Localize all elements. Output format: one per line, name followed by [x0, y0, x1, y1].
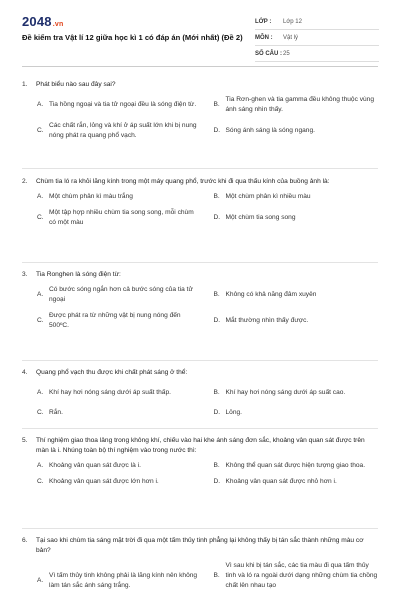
question-text: Thí nghiệm giao thoa lâng trong không khí, chiếu vào hai khe ánh sáng đơn sắc, khoảng vân quan sát được trên màn là i. Nhúng toàn bộ thí nghiệm vào trong nước thì:: [36, 437, 365, 454]
option-text: Các chất rắn, lỏng và khí ở áp suất lớn khi bị nung nóng phát ra quang phổ vạch.: [49, 122, 197, 139]
option-c[interactable]: [37, 408, 202, 418]
option-d[interactable]: [214, 121, 379, 141]
option-text: Được phát ra từ những vật bị nung nóng đến 500ºC.: [49, 312, 181, 329]
question-1: [22, 80, 378, 141]
option-letter: B.: [213, 101, 220, 108]
option-b[interactable]: [214, 461, 379, 471]
option-text: Khoảng vân quan sát được là i.: [49, 462, 141, 469]
meta-panel: [255, 14, 379, 62]
option-text: Một chùm tia song song: [225, 214, 296, 221]
option-text: Rắn.: [49, 409, 63, 416]
option-letter: A.: [37, 193, 44, 200]
question-number: 6.: [22, 537, 28, 544]
option-text: Khoảng vân quan sát được lớn hơn i.: [49, 478, 159, 485]
question-2: [22, 177, 378, 228]
option-letter: B.: [213, 389, 220, 396]
option-c[interactable]: [37, 208, 202, 228]
option-d[interactable]: [214, 408, 379, 418]
option-letter: B.: [213, 572, 220, 579]
option-a[interactable]: [37, 571, 202, 591]
option-b[interactable]: [214, 192, 379, 202]
meta-value: 25: [283, 50, 290, 57]
option-letter: C.: [37, 317, 44, 324]
option-letter: D.: [213, 127, 221, 134]
option-a[interactable]: [37, 95, 202, 115]
option-a[interactable]: [37, 388, 202, 398]
option-text: Vì sau khi bị tán sắc, các tia màu đi qua tấm thủy tinh và ló ra ngoài dưới dạng những chùm tia chồng chất lên nhau tạo: [225, 562, 378, 589]
option-a[interactable]: [37, 192, 202, 202]
option-letter: B.: [213, 193, 220, 200]
option-b[interactable]: [214, 285, 379, 305]
option-text: Khoảng vân quan sát được nhỏ hơn i.: [225, 478, 337, 485]
option-text: Sóng ánh sáng là sóng ngang.: [225, 127, 315, 134]
option-letter: D.: [213, 214, 221, 221]
option-b[interactable]: [214, 95, 379, 115]
option-letter: D.: [213, 478, 221, 485]
option-letter: C.: [37, 127, 44, 134]
question-divider: [22, 360, 378, 361]
option-d[interactable]: [214, 311, 379, 331]
option-letter: C.: [37, 409, 44, 416]
meta-grade: [255, 14, 379, 30]
question-4: [22, 368, 378, 418]
question-text: Quang phổ vạch thu được khi chất phát sáng ở thể:: [36, 369, 188, 376]
option-text: Lỏng.: [225, 409, 243, 416]
option-letter: D.: [213, 317, 221, 324]
question-number: 1.: [22, 81, 28, 88]
option-text: Mắt thường nhìn thấy được.: [225, 317, 309, 324]
option-text: Tia hồng ngoại và tia tử ngoại đều là sóng điện từ.: [49, 101, 197, 108]
logo[interactable]: [22, 14, 63, 29]
option-text: Tia Rơn-ghen và tia gamma đều không thuộc vùng ánh sáng nhìn thấy.: [225, 96, 374, 113]
meta-subject: [255, 30, 379, 46]
option-text: Vì tấm thủy tinh không phải là lăng kính nên không làm tán sắc ánh sáng trắng.: [49, 572, 198, 589]
logo-text: 2048: [22, 14, 52, 29]
meta-value: Vật lý: [283, 34, 299, 41]
option-d[interactable]: [214, 208, 379, 228]
option-letter: A.: [37, 389, 44, 396]
question-number: 3.: [22, 271, 28, 278]
meta-label: SỐ CÂU :: [255, 50, 282, 57]
question-divider: [22, 168, 378, 169]
option-text: Khí hay hơi nóng sáng dưới áp suất cao.: [225, 389, 346, 396]
meta-count: [255, 46, 379, 62]
logo-suffix: .vn: [52, 21, 64, 28]
option-text: Không có khả năng đâm xuyên: [225, 291, 317, 298]
option-letter: A.: [37, 462, 44, 469]
question-text: Tại sao khi chùm tia sáng mặt trời đi qua một tấm thủy tinh phẳng lại không thấy bị tán sắc thành những màu cơ bản?: [36, 537, 364, 554]
option-d[interactable]: [214, 477, 379, 487]
question-text: Phát biểu nào sau đây sai?: [36, 81, 116, 88]
question-5: [22, 436, 378, 487]
meta-label: MÔN :: [255, 34, 273, 41]
option-c[interactable]: [37, 121, 202, 141]
option-letter: C.: [37, 478, 44, 485]
option-letter: A.: [37, 101, 44, 108]
option-b[interactable]: [214, 561, 379, 591]
option-a[interactable]: [37, 461, 202, 471]
option-letter: A.: [37, 291, 44, 298]
option-letter: D.: [213, 409, 221, 416]
question-divider: [22, 528, 378, 529]
option-text: Không thể quan sát được hiện tượng giao thoa.: [225, 462, 366, 469]
question-6: [22, 536, 378, 591]
meta-value: Lớp 12: [283, 18, 302, 25]
option-b[interactable]: [214, 388, 379, 398]
option-letter: A.: [37, 577, 44, 584]
question-3: [22, 270, 378, 331]
option-c[interactable]: [37, 311, 202, 331]
option-a[interactable]: [37, 285, 202, 305]
option-text: Khí hay hơi nóng sáng dưới áp suất thấp.: [49, 389, 171, 396]
question-number: 4.: [22, 369, 28, 376]
question-divider: [22, 428, 378, 429]
option-text: Một tập hợp nhiều chùm tia song song, mỗi chùm có một màu: [49, 209, 194, 226]
option-letter: B.: [213, 462, 220, 469]
question-number: 5.: [22, 437, 28, 444]
question-text: Tia Ronghen là sóng điện từ:: [36, 271, 121, 278]
question-divider: [22, 262, 378, 263]
question-text: Chùm tia ló ra khỏi lăng kính trong một máy quang phổ, trước khi đi qua thấu kính của buồng ảnh là:: [36, 178, 330, 185]
option-text: Có bước sóng ngắn hơn cả bước sóng của tia tử ngoại: [49, 286, 193, 303]
option-c[interactable]: [37, 477, 202, 487]
option-letter: B.: [213, 291, 220, 298]
option-text: Một chùm phân kì nhiều màu: [225, 193, 311, 200]
option-letter: C.: [37, 214, 44, 221]
header-divider: [22, 66, 378, 67]
page-title: Đề kiểm tra Vật lí 12 giữa học kì 1 có đáp án (Mới nhất) (Đề 2): [22, 33, 243, 42]
question-number: 2.: [22, 178, 28, 185]
option-text: Một chùm phân kì màu trắng: [49, 193, 133, 200]
meta-label: LỚP :: [255, 18, 272, 25]
